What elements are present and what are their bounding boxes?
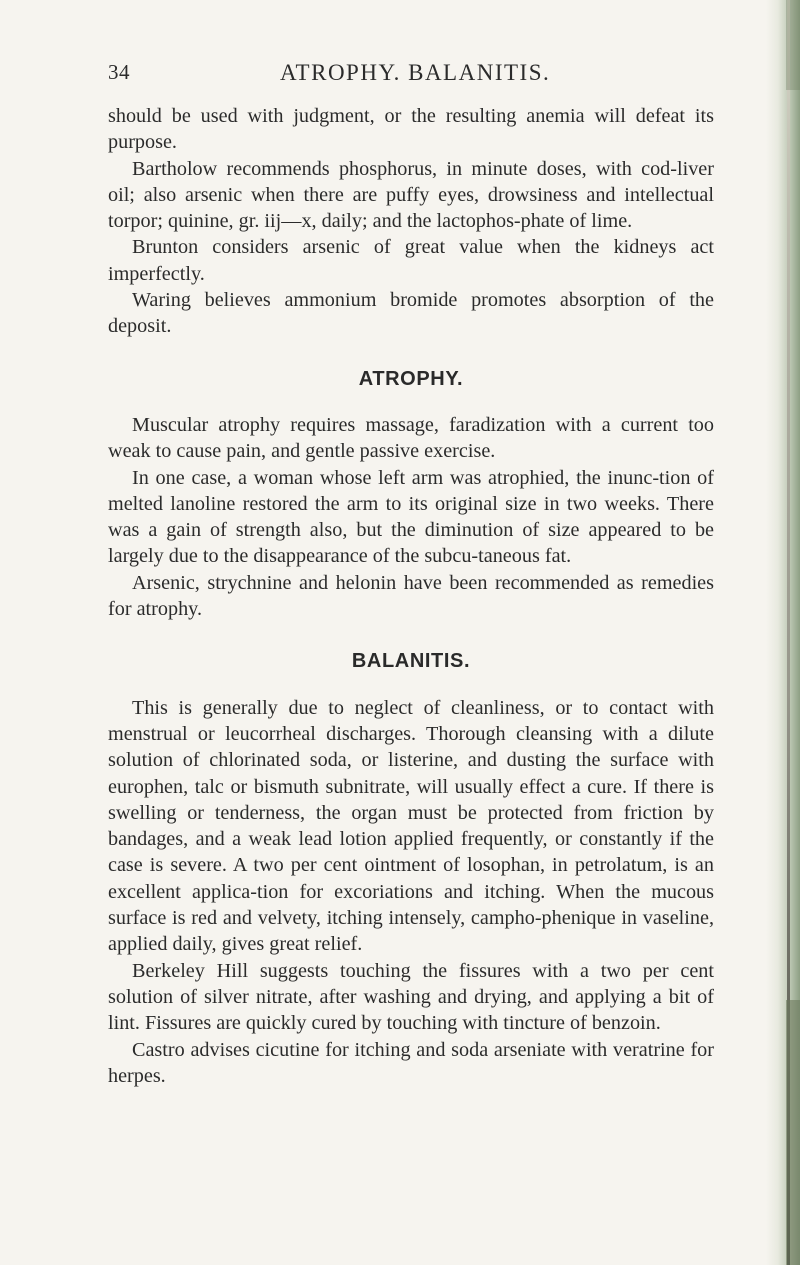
page-body — [108, 103, 714, 1089]
paragraph: Castro advises cicutine for itching and soda arseniate with veratrine for herpes. — [108, 1038, 714, 1087]
paragraph: This is generally due to neglect of cleanliness, or to contact with menstrual or leucorrheal discharges. Thorough cleansing with a dilute solution of chlorinated soda, or listerine, and dusting the surface with europhen, talc or bismuth subnitrate, will usually effect a cure. If there is swelling or tenderness, the organ must be protected from friction by bandages, and a weak lead lotion applied frequently, or constantly if the case is severe. A two per cent ointment of losophan, in petrolatum, is an excellent applica-tion for excoriations and itching. When the mucous surface is red and velvety, itching intensely, campho-phenique in vaseline, applied daily, gives great relief. — [108, 696, 714, 956]
paragraph: should be used with judgment, or the resulting anemia will defeat its purpose. — [108, 105, 714, 154]
paragraph: Muscular atrophy requires massage, faradization with a current too weak to cause pain, and gentle passive exercise. — [108, 413, 714, 463]
section-heading-balanitis: BALANITIS. — [351, 650, 471, 673]
paragraph: Berkeley Hill suggests touching the fissures with a two per cent solution of silver nitrate, after washing and drying, and applying a bit of lint. Fissures are quickly cured by touching with tincture of benzoin. — [108, 959, 714, 1035]
page-number: 34 — [108, 60, 130, 84]
running-title: ATROPHY. BALANITIS. — [280, 60, 551, 85]
running-head — [108, 60, 708, 88]
paragraph: Waring believes ammonium bromide promotes absorption of the deposit. — [108, 289, 714, 338]
paragraph: Arsenic, strychnine and helonin have been recommended as remedies for atrophy. — [108, 571, 714, 621]
paragraph: Brunton considers arsenic of great value when the kidneys act imperfectly. — [108, 236, 714, 285]
section-heading-atrophy: ATROPHY. — [358, 367, 464, 390]
paragraph: In one case, a woman whose left arm was atrophied, the inunc-tion of melted lanoline restored the arm to its original size in two weeks. There was a gain of strength also, but the diminution of size appeared to be largely due to the disappearance of the subcu-taneous fat. — [108, 466, 714, 568]
paragraph: Bartholow recommends phosphorus, in minute doses, with cod-liver oil; also arsenic when there are puffy eyes, drowsiness and intellectual torpor; quinine, gr. iij—x, daily; and the lactophos-phate of lime. — [108, 157, 714, 233]
gutter-dark-band-bottom — [786, 1000, 800, 1265]
gutter-dark-band-top — [786, 0, 800, 90]
